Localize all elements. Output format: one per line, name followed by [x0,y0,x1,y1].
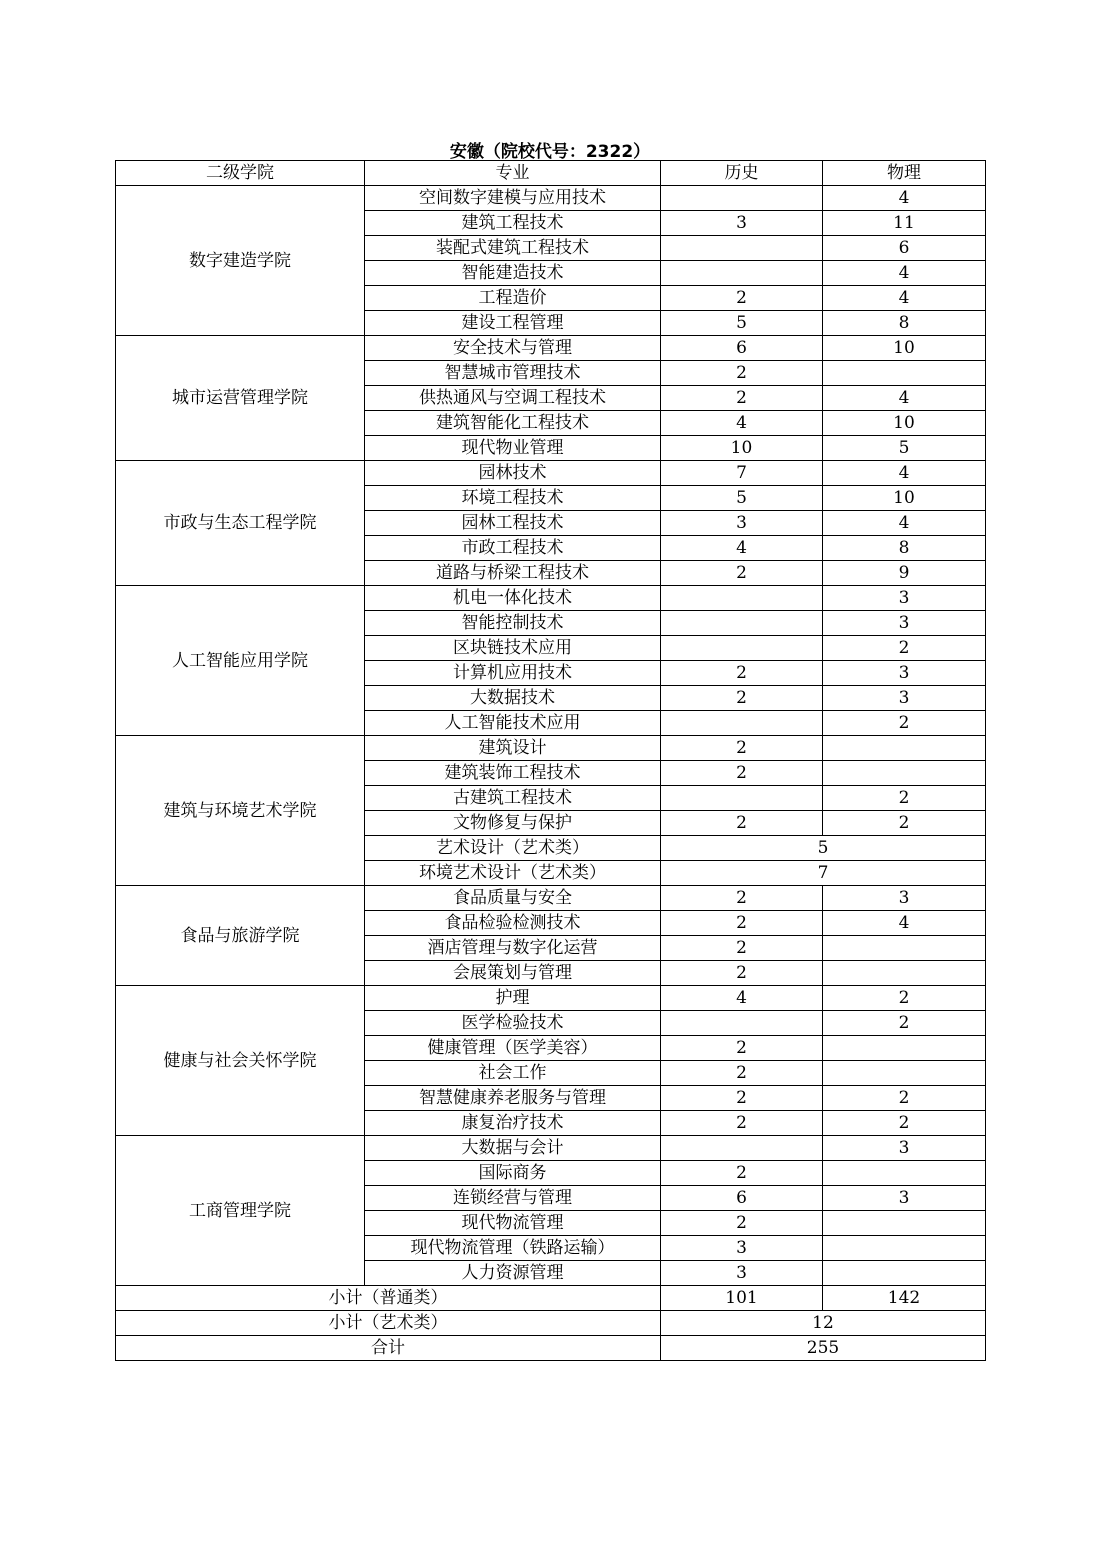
major-name: 社会工作 [365,1061,661,1086]
history-count: 4 [661,411,823,436]
physics-count: 9 [823,561,986,586]
history-count: 2 [661,286,823,311]
physics-count: 2 [823,1011,986,1036]
physics-count: 4 [823,186,986,211]
enrollment-table [115,160,986,1361]
major-name: 环境艺术设计（艺术类） [365,861,661,886]
physics-count: 8 [823,536,986,561]
table-row [116,886,986,911]
history-count [661,711,823,736]
major-name: 建筑智能化工程技术 [365,411,661,436]
merged-count: 5 [661,836,986,861]
history-count: 2 [661,1061,823,1086]
physics-count [823,961,986,986]
physics-count: 11 [823,211,986,236]
major-name: 市政工程技术 [365,536,661,561]
grand-total-label: 合计 [116,1336,661,1361]
major-name: 区块链技术应用 [365,636,661,661]
table-body [116,186,986,1286]
table-row [116,461,986,486]
major-name: 装配式建筑工程技术 [365,236,661,261]
physics-count [823,1211,986,1236]
table-row [116,586,986,611]
history-count [661,1136,823,1161]
major-name: 计算机应用技术 [365,661,661,686]
table-row [116,1136,986,1161]
physics-count: 3 [823,886,986,911]
major-name: 建筑装饰工程技术 [365,761,661,786]
major-name: 酒店管理与数字化运营 [365,936,661,961]
history-count: 2 [661,1036,823,1061]
physics-count: 2 [823,636,986,661]
physics-count: 3 [823,586,986,611]
major-name: 文物修复与保护 [365,811,661,836]
history-count: 2 [661,961,823,986]
physics-count: 3 [823,661,986,686]
history-count: 3 [661,1236,823,1261]
history-count: 2 [661,1086,823,1111]
history-count: 6 [661,336,823,361]
header-college: 二级学院 [116,161,365,186]
college-name: 健康与社会关怀学院 [116,986,365,1136]
history-count: 2 [661,661,823,686]
physics-count: 10 [823,411,986,436]
history-count: 2 [661,1211,823,1236]
major-name: 人力资源管理 [365,1261,661,1286]
history-count: 7 [661,461,823,486]
history-count: 2 [661,936,823,961]
header-major: 专业 [365,161,661,186]
history-count: 5 [661,311,823,336]
major-name: 康复治疗技术 [365,1111,661,1136]
grand-total-row [116,1336,986,1361]
physics-count: 10 [823,486,986,511]
history-count [661,186,823,211]
major-name: 现代物流管理（铁路运输） [365,1236,661,1261]
college-name: 建筑与环境艺术学院 [116,736,365,886]
major-name: 现代物业管理 [365,436,661,461]
subtotal-art-value: 12 [661,1311,986,1336]
merged-count: 7 [661,861,986,886]
major-name: 食品质量与安全 [365,886,661,911]
major-name: 智能建造技术 [365,261,661,286]
table-row [116,336,986,361]
major-name: 建设工程管理 [365,311,661,336]
physics-count: 3 [823,1186,986,1211]
physics-count: 4 [823,261,986,286]
physics-count [823,361,986,386]
college-name: 工商管理学院 [116,1136,365,1286]
history-count: 2 [661,386,823,411]
history-count: 10 [661,436,823,461]
subtotal-art-row [116,1311,986,1336]
history-count [661,786,823,811]
major-name: 安全技术与管理 [365,336,661,361]
history-count [661,236,823,261]
physics-count: 4 [823,911,986,936]
history-count: 2 [661,686,823,711]
physics-count: 4 [823,461,986,486]
major-name: 园林工程技术 [365,511,661,536]
page-title: 安徽（院校代号：2322） [449,142,651,162]
history-count: 6 [661,1186,823,1211]
history-count [661,611,823,636]
major-name: 护理 [365,986,661,1011]
major-name: 古建筑工程技术 [365,786,661,811]
major-name: 园林技术 [365,461,661,486]
history-count [661,636,823,661]
major-name: 建筑工程技术 [365,211,661,236]
physics-count [823,1236,986,1261]
history-count: 3 [661,1261,823,1286]
major-name: 空间数字建模与应用技术 [365,186,661,211]
physics-count [823,761,986,786]
history-count [661,1011,823,1036]
history-count: 4 [661,986,823,1011]
major-name: 供热通风与空调工程技术 [365,386,661,411]
history-count: 2 [661,736,823,761]
physics-count [823,936,986,961]
physics-count: 3 [823,686,986,711]
physics-count: 2 [823,811,986,836]
history-count: 3 [661,211,823,236]
physics-count: 3 [823,611,986,636]
grand-total-value: 255 [661,1336,986,1361]
major-name: 道路与桥梁工程技术 [365,561,661,586]
physics-count: 2 [823,1086,986,1111]
physics-count: 2 [823,786,986,811]
college-name: 人工智能应用学院 [116,586,365,736]
header-history: 历史 [661,161,823,186]
physics-count [823,1061,986,1086]
major-name: 会展策划与管理 [365,961,661,986]
physics-count [823,1036,986,1061]
major-name: 机电一体化技术 [365,586,661,611]
history-count: 2 [661,361,823,386]
table-row [116,986,986,1011]
subtotal-general-physics: 142 [823,1286,986,1311]
history-count: 2 [661,1111,823,1136]
college-name: 城市运营管理学院 [116,336,365,461]
physics-count: 3 [823,1136,986,1161]
physics-count: 4 [823,386,986,411]
subtotal-art-label: 小计（艺术类） [116,1311,661,1336]
table-row [116,186,986,211]
header-physics: 物理 [823,161,986,186]
major-name: 环境工程技术 [365,486,661,511]
physics-count [823,1161,986,1186]
physics-count: 2 [823,1111,986,1136]
history-count: 3 [661,511,823,536]
major-name: 现代物流管理 [365,1211,661,1236]
major-name: 智能控制技术 [365,611,661,636]
physics-count [823,736,986,761]
history-count [661,261,823,286]
table-row [116,736,986,761]
major-name: 健康管理（医学美容） [365,1036,661,1061]
subtotal-general-label: 小计（普通类） [116,1286,661,1311]
physics-count: 4 [823,286,986,311]
history-count: 2 [661,811,823,836]
major-name: 连锁经营与管理 [365,1186,661,1211]
major-name: 智慧健康养老服务与管理 [365,1086,661,1111]
subtotal-general-history: 101 [661,1286,823,1311]
header-row [116,161,986,186]
history-count: 2 [661,561,823,586]
major-name: 艺术设计（艺术类） [365,836,661,861]
history-count: 2 [661,761,823,786]
physics-count: 6 [823,236,986,261]
major-name: 国际商务 [365,1161,661,1186]
major-name: 人工智能技术应用 [365,711,661,736]
physics-count: 10 [823,336,986,361]
major-name: 食品检验检测技术 [365,911,661,936]
physics-count: 8 [823,311,986,336]
major-name: 工程造价 [365,286,661,311]
physics-count: 2 [823,711,986,736]
college-name: 食品与旅游学院 [116,886,365,986]
college-name: 市政与生态工程学院 [116,461,365,586]
history-count: 5 [661,486,823,511]
major-name: 医学检验技术 [365,1011,661,1036]
history-count [661,586,823,611]
college-name: 数字建造学院 [116,186,365,336]
major-name: 大数据技术 [365,686,661,711]
history-count: 2 [661,886,823,911]
history-count: 2 [661,1161,823,1186]
physics-count: 2 [823,986,986,1011]
major-name: 智慧城市管理技术 [365,361,661,386]
physics-count [823,1261,986,1286]
major-name: 建筑设计 [365,736,661,761]
major-name: 大数据与会计 [365,1136,661,1161]
physics-count: 4 [823,511,986,536]
history-count: 4 [661,536,823,561]
physics-count: 5 [823,436,986,461]
subtotal-general-row [116,1286,986,1311]
history-count: 2 [661,911,823,936]
